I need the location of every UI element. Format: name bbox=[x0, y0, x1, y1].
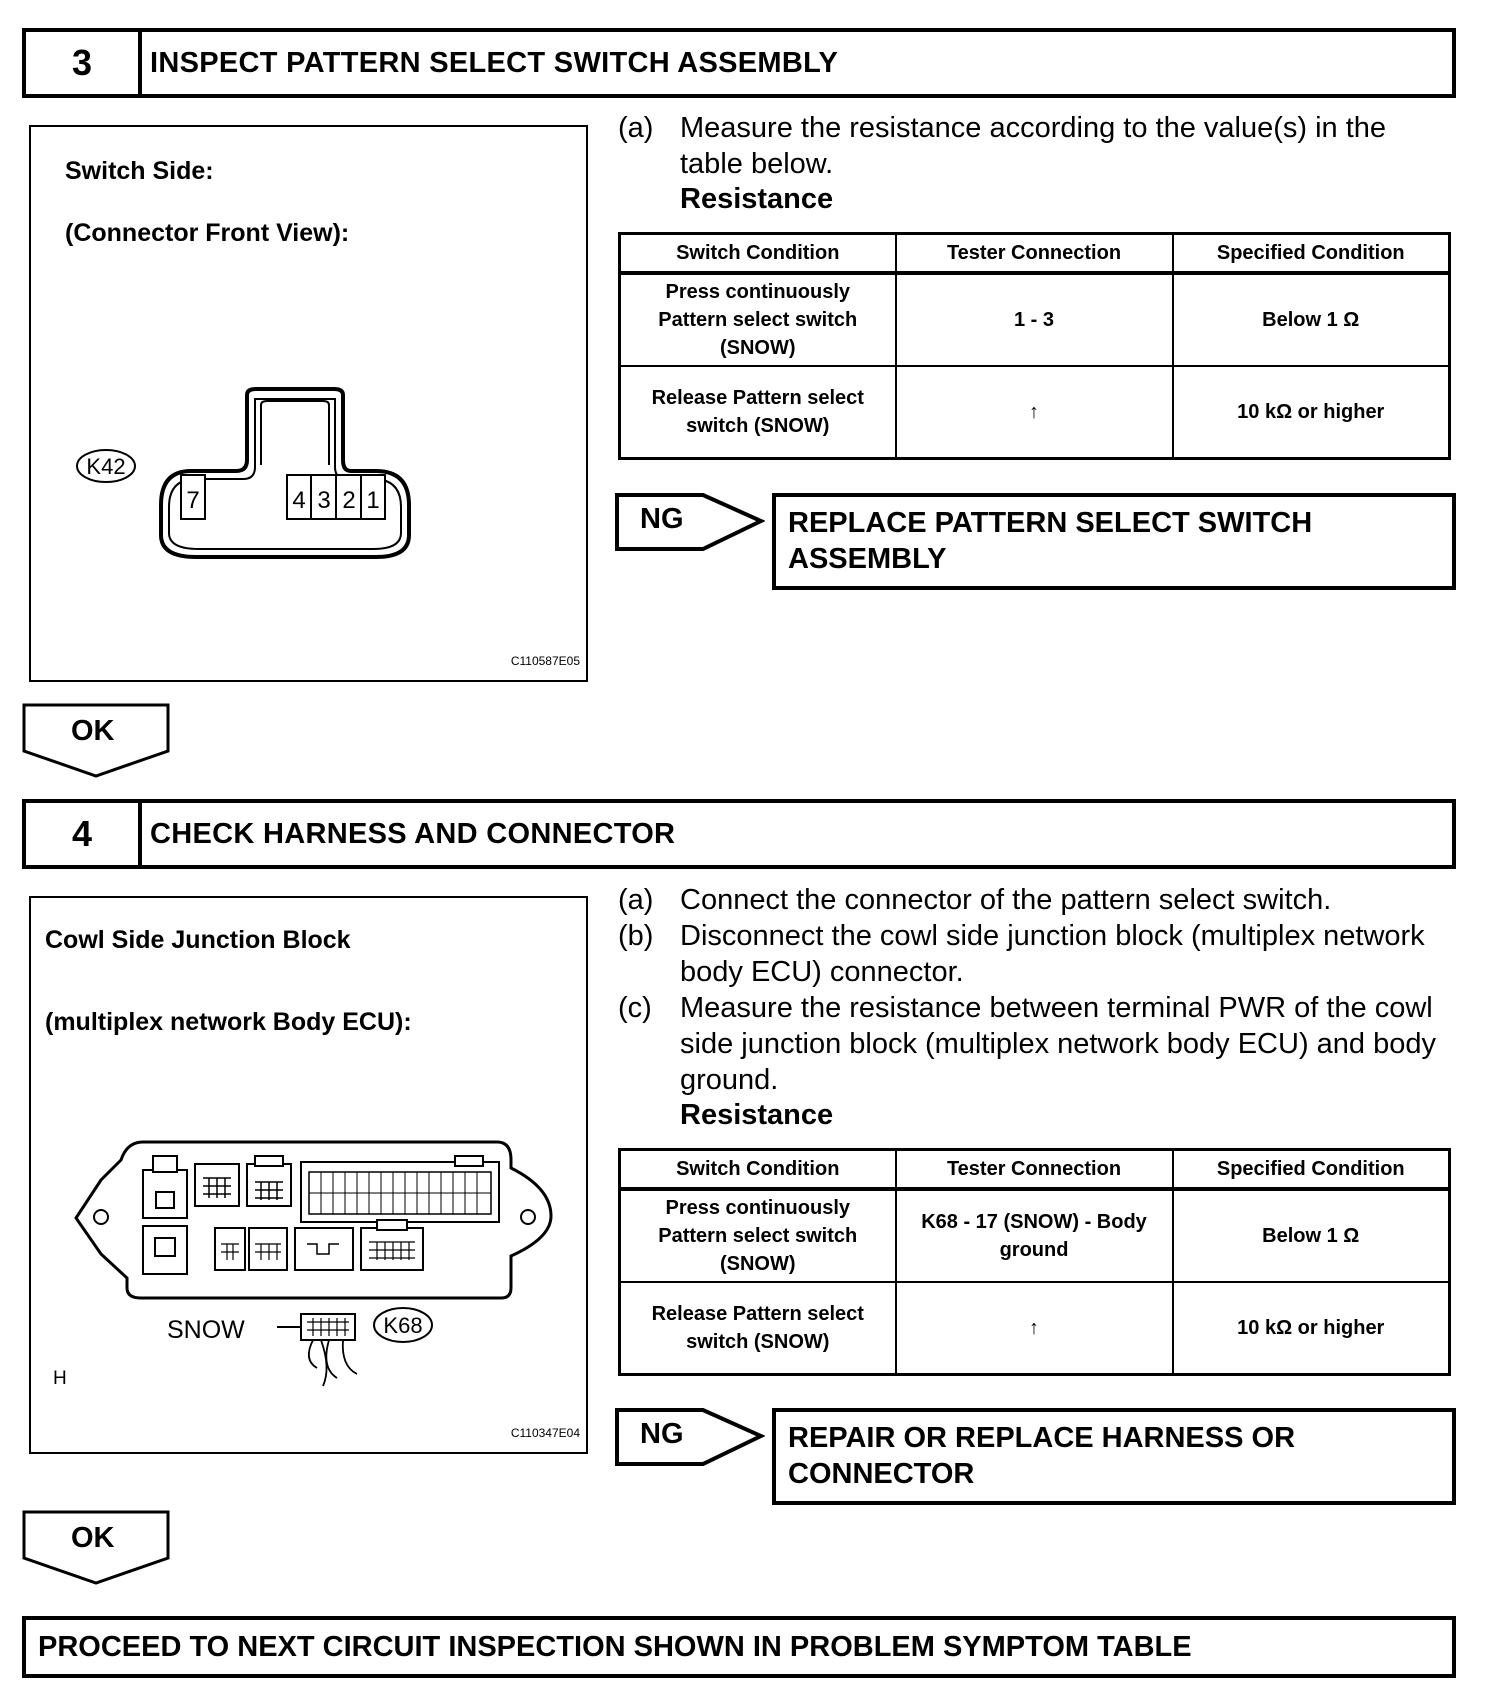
figure-code: C110587E05 bbox=[510, 654, 580, 668]
step4-instruction-c bbox=[618, 990, 1448, 1098]
figure-code: C110347E04 bbox=[510, 1426, 580, 1440]
table-cell: ↑ bbox=[896, 366, 1173, 459]
column-header: Switch Condition bbox=[620, 234, 896, 274]
table-cell: Below 1 Ω bbox=[1173, 273, 1450, 366]
resistance-heading: Resistance bbox=[680, 183, 834, 215]
instruction-text: Measure the resistance according to the value(s) in the table below. bbox=[680, 112, 1387, 180]
connector-id-k42: K42 bbox=[86, 454, 126, 479]
instruction-mark: (a) bbox=[618, 884, 654, 916]
column-header: Tester Connection bbox=[896, 234, 1173, 274]
h-label: H bbox=[53, 1368, 67, 1389]
ng-label: NG bbox=[640, 503, 684, 535]
step-number: 4 bbox=[26, 803, 142, 865]
table-cell: Release Pattern select switch (SNOW) bbox=[620, 366, 896, 459]
resistance-heading: Resistance bbox=[680, 1099, 834, 1131]
table-cell: 1 - 3 bbox=[896, 273, 1173, 366]
step4-resistance-table bbox=[618, 1148, 1451, 1376]
ng-result-box: REPLACE PATTERN SELECT SWITCH ASSEMBLY bbox=[772, 493, 1456, 590]
column-header: Switch Condition bbox=[620, 1150, 896, 1190]
pin-2: 2 bbox=[342, 487, 356, 514]
step4-instruction-b bbox=[618, 918, 1448, 990]
instruction-mark: (b) bbox=[618, 920, 654, 952]
table-row bbox=[620, 273, 1450, 366]
step-4-header bbox=[22, 799, 1456, 869]
figure-label-switch-side: Switch Side: bbox=[65, 157, 214, 185]
table-cell: Press continuously Pattern select switch (SNOW) bbox=[620, 1189, 896, 1282]
figure-label-body-ecu: (multiplex network Body ECU): bbox=[45, 1008, 412, 1036]
step4-instruction-a bbox=[618, 882, 1448, 918]
pin-7: 7 bbox=[186, 487, 200, 514]
switch-connector-figure bbox=[29, 125, 588, 682]
table-row bbox=[620, 1189, 1450, 1282]
table-cell: Below 1 Ω bbox=[1173, 1189, 1450, 1282]
figure-label-junction-block: Cowl Side Junction Block bbox=[45, 926, 351, 954]
table-cell: Press continuously Pattern select switch (SNOW) bbox=[620, 273, 896, 366]
table-row bbox=[620, 366, 1450, 459]
step-title: CHECK HARNESS AND CONNECTOR bbox=[150, 817, 676, 850]
step3-instruction bbox=[618, 110, 1448, 182]
step-title: INSPECT PATTERN SELECT SWITCH ASSEMBLY bbox=[150, 46, 839, 79]
instruction-text: Connect the connector of the pattern select switch. bbox=[680, 884, 1332, 916]
instruction-text: Disconnect the cowl side junction block (multiplex network body ECU) connector. bbox=[680, 920, 1425, 988]
column-header: Tester Connection bbox=[896, 1150, 1173, 1190]
table-cell: ↑ bbox=[896, 1282, 1173, 1375]
ok-label: OK bbox=[71, 1522, 115, 1554]
junction-block-figure bbox=[29, 896, 588, 1454]
instruction-mark: (c) bbox=[618, 992, 652, 1024]
ng-label: NG bbox=[640, 1418, 684, 1450]
connector-id-k68: K68 bbox=[383, 1313, 423, 1338]
junction-block-diagram bbox=[31, 898, 590, 1456]
table-cell: K68 - 17 (SNOW) - Body ground bbox=[896, 1189, 1173, 1282]
column-header: Specified Condition bbox=[1173, 1150, 1450, 1190]
step-number: 3 bbox=[26, 32, 142, 94]
table-header-row bbox=[620, 1150, 1450, 1190]
ng-arrow bbox=[615, 493, 765, 553]
snow-label: SNOW bbox=[167, 1316, 245, 1344]
table-row bbox=[620, 1282, 1450, 1375]
table-cell: 10 kΩ or higher bbox=[1173, 366, 1450, 459]
pin-1: 1 bbox=[366, 487, 380, 514]
step-3-header bbox=[22, 28, 1456, 98]
final-instruction-box: PROCEED TO NEXT CIRCUIT INSPECTION SHOWN IN PROBLEM SYMPTOM TABLE bbox=[22, 1616, 1456, 1678]
figure-label-front-view: (Connector Front View): bbox=[65, 219, 350, 247]
ng-result-box: REPAIR OR REPLACE HARNESS OR CONNECTOR bbox=[772, 1408, 1456, 1505]
step3-resistance-table bbox=[618, 232, 1451, 460]
table-header-row bbox=[620, 234, 1450, 274]
instruction-text: Measure the resistance between terminal PWR of the cowl side junction block (multiplex network body ECU) and body ground. bbox=[680, 992, 1436, 1096]
pin-4: 4 bbox=[292, 487, 306, 514]
table-cell: Release Pattern select switch (SNOW) bbox=[620, 1282, 896, 1375]
table-cell: 10 kΩ or higher bbox=[1173, 1282, 1450, 1375]
connector-k42-diagram bbox=[31, 127, 590, 684]
pin-3: 3 bbox=[317, 487, 331, 514]
column-header: Specified Condition bbox=[1173, 234, 1450, 274]
ok-label: OK bbox=[71, 715, 115, 747]
instruction-mark: (a) bbox=[618, 112, 654, 144]
ng-arrow bbox=[615, 1408, 765, 1468]
